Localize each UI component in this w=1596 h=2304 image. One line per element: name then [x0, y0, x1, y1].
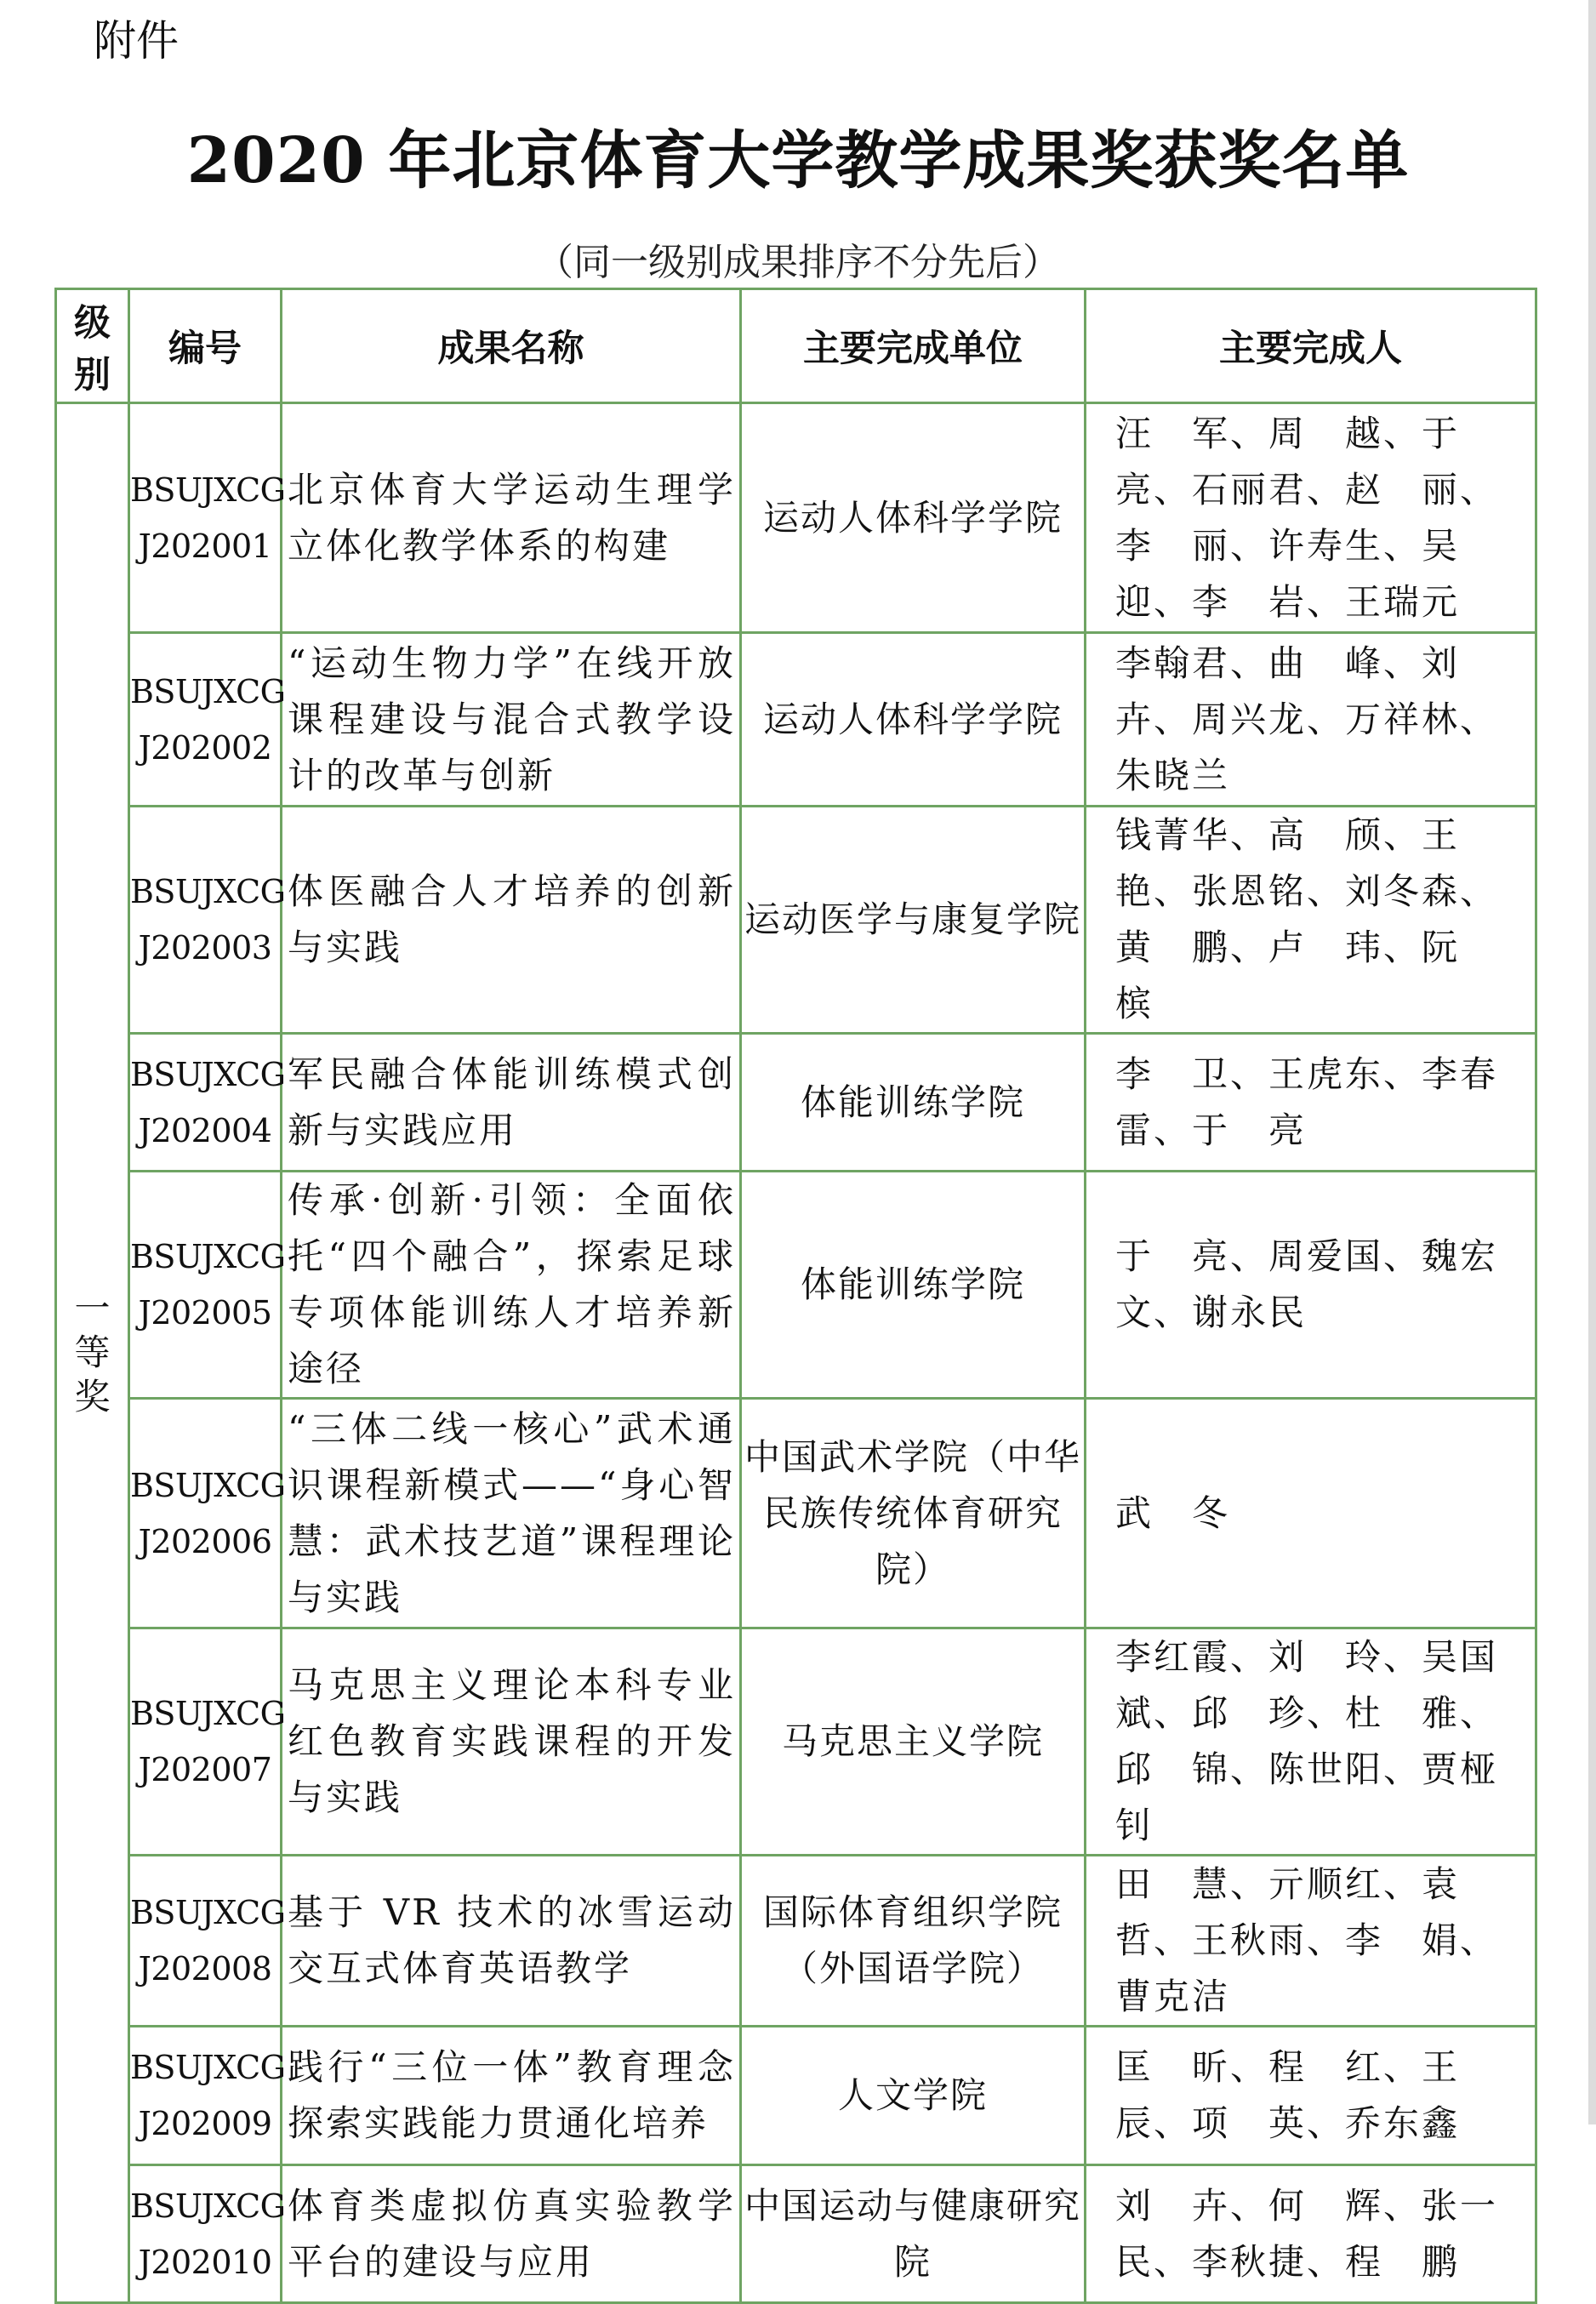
unit-cell: 运动医学与康复学院	[741, 807, 1086, 1034]
code-cell	[129, 2027, 286, 2165]
unit-cell: 运动人体科学学院	[741, 633, 1086, 807]
code-part: J202003	[138, 929, 272, 967]
table-header-row	[56, 289, 1536, 403]
table-row	[56, 403, 1536, 633]
achievement-name-cell: 践行“三位一体”教育理念探索实践能力贯通化培养	[282, 2027, 741, 2165]
code-part: J202002	[138, 728, 272, 767]
code-part: J202004	[138, 1111, 272, 1149]
code-part: J202010	[138, 2243, 272, 2281]
table-row	[56, 633, 1536, 807]
achievement-name-cell: 体医融合人才培养的创新与实践	[282, 807, 741, 1034]
unit-cell: 国际体育组织学院（外国语学院）	[741, 1856, 1086, 2027]
code-cell	[129, 1856, 286, 2027]
people-cell: 武 冬	[1086, 1399, 1536, 1628]
achievement-name-cell: 体育类虚拟仿真实验教学平台的建设与应用	[282, 2165, 741, 2303]
code-cell	[129, 807, 286, 1034]
code-cell	[129, 1628, 286, 1856]
code-part: BSUJXCG	[130, 1055, 286, 1093]
code-part: BSUJXCG	[130, 2187, 286, 2225]
code-cell	[129, 1034, 286, 1172]
column-header-people: 主要完成人	[1086, 289, 1536, 403]
unit-cell: 运动人体科学学院	[741, 403, 1086, 633]
unit-cell: 体能训练学院	[741, 1172, 1086, 1399]
award-table	[54, 288, 1537, 2304]
code-cell	[129, 1399, 286, 1628]
achievement-name-cell: 北京体育大学运动生理学立体化教学体系的构建	[282, 403, 741, 633]
code-part: BSUJXCG	[130, 1238, 286, 1275]
achievement-name-cell: 马克思主义理论本科专业红色教育实践课程的开发与实践	[282, 1628, 741, 1856]
achievement-name-cell: “运动生物力学”在线开放课程建设与混合式教学设计的改革与创新	[282, 633, 741, 807]
people-cell: 钱菁华、高 颀、王 艳、张恩铭、刘冬森、黄 鹏、卢 玮、阮 槟	[1086, 807, 1536, 1034]
column-header-name: 成果名称	[282, 289, 741, 403]
code-cell	[129, 2165, 286, 2303]
achievement-name-cell: “三体二线一核心”武术通识课程新模式——“身心智慧：武术技艺道”课程理论与实践	[282, 1399, 741, 1628]
award-level-char: 一	[74, 1287, 111, 1329]
page-edge-divider	[1588, 0, 1596, 2124]
table-row	[56, 1628, 1536, 1856]
code-part: J202008	[138, 1950, 272, 1987]
page-subtitle: （同一级别成果排序不分先后）	[536, 241, 1060, 284]
code-part: J202006	[138, 1522, 272, 1560]
award-level-cell	[56, 403, 129, 2303]
column-header-code: 编号	[129, 289, 282, 403]
page-title: 2020 年北京体育大学教学成果奖获奖名单	[186, 124, 1410, 197]
achievement-name-cell: 传承·创新·引领：全面依托“四个融合”，探索足球专项体能训练人才培养新途径	[282, 1172, 741, 1399]
code-part: J202007	[138, 1751, 272, 1788]
table-row	[56, 807, 1536, 1034]
people-cell: 李翰君、曲 峰、刘 卉、周兴龙、万祥林、朱晓兰	[1086, 633, 1536, 807]
code-part: BSUJXCG	[130, 2049, 286, 2086]
table-row	[56, 2027, 1536, 2165]
code-part: BSUJXCG	[130, 672, 286, 710]
code-part: BSUJXCG	[130, 1466, 286, 1504]
code-part: BSUJXCG	[130, 1695, 286, 1732]
code-part: J202001	[138, 527, 272, 565]
code-part: J202009	[138, 2105, 272, 2142]
unit-cell: 中国武术学院（中华民族传统体育研究院）	[741, 1399, 1086, 1628]
unit-cell: 体能训练学院	[741, 1034, 1086, 1172]
table-row	[56, 1172, 1536, 1399]
people-cell: 匡 昕、程 红、王 辰、项 英、乔东鑫	[1086, 2027, 1536, 2165]
award-level-char: 奖	[74, 1376, 111, 1417]
attachment-label: 附件	[94, 16, 179, 66]
people-cell: 于 亮、周爱国、魏宏文、谢永民	[1086, 1172, 1536, 1399]
unit-cell: 中国运动与健康研究院	[741, 2165, 1086, 2303]
code-part: BSUJXCG	[130, 873, 286, 910]
people-cell: 田 慧、亓顺红、袁 哲、王秋雨、李 娟、曹克洁	[1086, 1856, 1536, 2027]
achievement-name-cell: 军民融合体能训练模式创新与实践应用	[282, 1034, 741, 1172]
column-header-unit: 主要完成单位	[741, 289, 1086, 403]
people-cell: 李红霞、刘 玲、吴国斌、邱 珍、杜 雅、邱 锦、陈世阳、贾桠钊	[1086, 1628, 1536, 1856]
code-part: BSUJXCG	[130, 1894, 286, 1931]
code-part: BSUJXCG	[130, 470, 286, 509]
people-cell: 李 卫、王虎东、李春雷、于 亮	[1086, 1034, 1536, 1172]
code-cell	[129, 1172, 286, 1399]
unit-cell: 马克思主义学院	[741, 1628, 1086, 1856]
table-row	[56, 1034, 1536, 1172]
table-row	[56, 2165, 1536, 2303]
table-row	[56, 1856, 1536, 2027]
code-part: J202005	[138, 1294, 272, 1332]
award-level-char: 等	[74, 1332, 111, 1373]
code-cell	[129, 403, 286, 633]
unit-cell: 人文学院	[741, 2027, 1086, 2165]
people-cell: 汪 军、周 越、于 亮、石丽君、赵 丽、李 丽、许寿生、吴 迎、李 岩、王瑞元	[1086, 403, 1536, 633]
code-cell	[129, 633, 286, 807]
table-row	[56, 1399, 1536, 1628]
people-cell: 刘 卉、何 辉、张一民、李秋捷、程 鹏	[1086, 2165, 1536, 2303]
achievement-name-cell: 基于 VR 技术的冰雪运动交互式体育英语教学	[282, 1856, 741, 2027]
column-header-level: 级别	[56, 289, 129, 403]
